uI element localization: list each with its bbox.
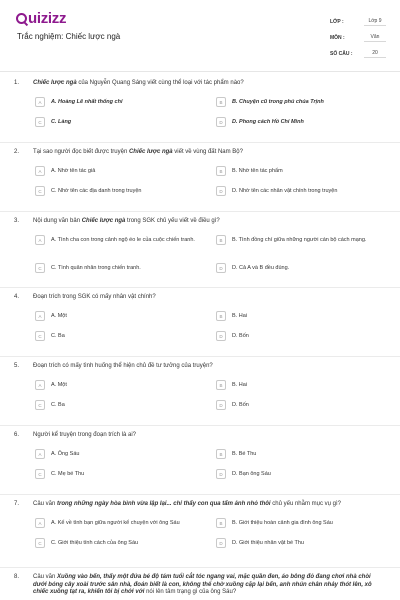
option-letter-badge: B xyxy=(216,311,226,321)
answer-option-a[interactable] xyxy=(35,235,195,245)
question-text-part: của Nguyễn Quang Sáng viết cùng thể loại với tác phẩm nào? xyxy=(76,80,244,86)
option-text: A. Tình cha con trong cảnh ngộ éo le của cuộc chiến tranh. xyxy=(51,236,195,243)
meta-label: LỚP : xyxy=(330,19,344,25)
option-letter-badge: C xyxy=(35,331,45,341)
answer-option-a[interactable] xyxy=(35,166,195,176)
option-text: A. Một xyxy=(51,312,67,319)
question-number: 6. xyxy=(14,432,20,438)
answer-option-b[interactable] xyxy=(216,235,376,245)
option-letter-badge: A xyxy=(35,449,45,459)
answer-option-c[interactable] xyxy=(35,186,195,196)
option-text: B. Bé Thu xyxy=(232,450,257,457)
answer-option-c[interactable] xyxy=(35,469,195,479)
answer-option-d[interactable] xyxy=(216,117,376,127)
answer-option-a[interactable] xyxy=(35,97,195,107)
option-letter-badge: B xyxy=(216,235,226,245)
meta-label: SỐ CÂU : xyxy=(330,51,353,57)
question-text xyxy=(33,294,385,302)
question-text-part: viết về vùng đất Nam Bộ? xyxy=(172,149,243,155)
meta-value: Văn xyxy=(364,34,386,42)
option-text: D. Giới thiệu nhân vật bé Thu xyxy=(232,539,304,546)
option-letter-badge: D xyxy=(216,117,226,127)
option-text: C. Ba xyxy=(51,332,65,339)
question-text-part: Tại sao người đọc biết được truyện xyxy=(33,149,129,155)
option-text: B. Giới thiệu hoàn cảnh gia đình ông Sáu xyxy=(232,519,333,526)
answer-option-d[interactable] xyxy=(216,186,376,196)
option-text: A. Hoàng Lê nhất thống chí xyxy=(51,98,123,105)
option-letter-badge: A xyxy=(35,97,45,107)
quizizz-logo xyxy=(16,10,66,27)
option-text: B. Nhờ tên tác phẩm xyxy=(232,167,283,174)
question-divider xyxy=(0,356,400,357)
question-number: 1. xyxy=(14,80,20,86)
meta-row-subject xyxy=(330,28,386,42)
question-text-part: trong SGK chủ yếu viết về điều gì? xyxy=(125,218,220,224)
answer-option-c[interactable] xyxy=(35,117,195,127)
option-text: C. Mẹ bé Thu xyxy=(51,470,85,477)
question-text xyxy=(33,432,385,440)
question-text-part: nói lên tâm trạng gì của ông Sáu? xyxy=(144,589,237,595)
option-text: D. Nhờ tên các nhân vật chính trong truyện xyxy=(232,187,338,194)
quiz-meta xyxy=(330,12,386,60)
answer-option-a[interactable] xyxy=(35,449,195,459)
answer-option-b[interactable] xyxy=(216,380,376,390)
question-divider xyxy=(0,142,400,143)
option-text: B. Chuyện cũ trong phủ chúa Trịnh xyxy=(232,98,324,105)
question-text xyxy=(33,501,385,509)
answer-option-b[interactable] xyxy=(216,97,376,107)
option-text: C. Ba xyxy=(51,401,65,408)
option-text: C. Tình quân nhân trong chiến tranh. xyxy=(51,264,141,271)
logo-q-icon xyxy=(16,13,27,24)
answer-option-b[interactable] xyxy=(216,518,376,528)
answer-option-d[interactable] xyxy=(216,331,376,341)
answer-option-c[interactable] xyxy=(35,263,195,273)
option-letter-badge: D xyxy=(216,469,226,479)
option-letter-badge: A xyxy=(35,235,45,245)
question-divider xyxy=(0,494,400,495)
answer-option-d[interactable] xyxy=(216,263,376,273)
question-text-part: Câu văn xyxy=(33,574,58,580)
option-letter-badge: B xyxy=(216,166,226,176)
logo-text: uizizz xyxy=(28,10,67,27)
option-text: A. Nhờ tên tác giả xyxy=(51,167,96,174)
question-text-part: Đoạn trích trong SGK có mấy nhân vật chính? xyxy=(33,294,156,300)
question-text xyxy=(33,218,385,226)
question-text-part: Câu văn xyxy=(33,501,58,507)
answer-option-b[interactable] xyxy=(216,311,376,321)
question-number: 7. xyxy=(14,501,20,507)
answer-option-b[interactable] xyxy=(216,449,376,459)
answer-option-c[interactable] xyxy=(35,538,195,548)
answer-option-a[interactable] xyxy=(35,311,195,321)
question-number: 4. xyxy=(14,294,20,300)
option-letter-badge: D xyxy=(216,263,226,273)
option-letter-badge: C xyxy=(35,186,45,196)
question-text xyxy=(33,80,385,88)
option-letter-badge: D xyxy=(216,400,226,410)
question-divider xyxy=(0,567,400,568)
option-text: C. Nhờ tên các địa danh trong truyện xyxy=(51,187,142,194)
option-text: D. Phong cách Hồ Chí Minh xyxy=(232,118,304,125)
option-letter-badge: C xyxy=(35,538,45,548)
question-text-part: Người kể truyện trong đoạn trích là ai? xyxy=(33,432,137,438)
option-letter-badge: B xyxy=(216,449,226,459)
option-text: A. Kể về tình bạn giữa người kể chuyện với ông Sáu xyxy=(51,519,180,526)
quiz-title: Trắc nghiệm: Chiếc lược ngà xyxy=(17,32,121,41)
question-text xyxy=(33,149,385,157)
question-text-emphasis: Chiếc lược ngà xyxy=(33,80,77,86)
option-letter-badge: B xyxy=(216,380,226,390)
question-text-part: chủ yếu nhằm mục vụ gì? xyxy=(270,501,341,507)
question-text xyxy=(33,574,385,597)
question-text-emphasis: Xuồng vào bến, thấy một đứa bé độ tám tuổi cắt tóc ngang vai, mặc quần đen, áo bông đỏ đang chơi nhà chòi dưới bóng cây xoài trước sân nhà, đoán biết là con, không thể chờ xuồng cặp lại bến, anh nhún chân nhảy thót lên, xô chiếc xuồng tạt ra, khiến tôi bị chới với xyxy=(33,574,372,595)
header xyxy=(0,0,400,72)
option-letter-badge: B xyxy=(216,97,226,107)
option-text: B. Hai xyxy=(232,381,247,388)
meta-row-count xyxy=(330,44,386,58)
meta-value: Lớp 9 xyxy=(364,18,386,26)
answer-option-c[interactable] xyxy=(35,331,195,341)
answer-option-c[interactable] xyxy=(35,400,195,410)
header-divider xyxy=(0,71,400,72)
option-letter-badge: D xyxy=(216,331,226,341)
option-letter-badge: A xyxy=(35,518,45,528)
option-letter-badge: C xyxy=(35,469,45,479)
question-text-part: Nội dung văn bản xyxy=(33,218,82,224)
option-text: D. Bốn xyxy=(232,332,249,339)
answer-option-a[interactable] xyxy=(35,518,195,528)
option-letter-badge: A xyxy=(35,380,45,390)
answer-option-d[interactable] xyxy=(216,538,376,548)
question-text-part: Đoạn trích có mấy tình huống thể hiện chủ đề tư tưởng của truyện? xyxy=(33,363,213,369)
option-text: D. Bốn xyxy=(232,401,249,408)
question-number: 3. xyxy=(14,218,20,224)
option-text: B. Tình đồng chí giữa những người cán bộ cách mạng. xyxy=(232,236,367,243)
question-text xyxy=(33,363,385,371)
option-letter-badge: C xyxy=(35,400,45,410)
option-letter-badge: C xyxy=(35,117,45,127)
question-number: 2. xyxy=(14,149,20,155)
meta-value: 20 xyxy=(364,50,386,58)
answer-option-d[interactable] xyxy=(216,400,376,410)
meta-label: MÔN : xyxy=(330,35,345,41)
option-text: D. Bạn ông Sáu xyxy=(232,470,271,477)
answer-option-d[interactable] xyxy=(216,469,376,479)
question-text-emphasis: Chiếc lược ngà xyxy=(81,218,126,224)
question-divider xyxy=(0,211,400,212)
option-letter-badge: A xyxy=(35,311,45,321)
option-text: A. Ông Sáu xyxy=(51,450,80,457)
option-text: D. Cả A và B đều đúng. xyxy=(232,264,290,271)
question-divider xyxy=(0,287,400,288)
meta-row-grade xyxy=(330,12,386,26)
option-text: C. Giới thiệu tính cách của ông Sáu xyxy=(51,539,139,546)
option-letter-badge: A xyxy=(35,166,45,176)
question-text-emphasis: Chiếc lược ngà xyxy=(128,149,173,155)
answer-option-b[interactable] xyxy=(216,166,376,176)
option-letter-badge: C xyxy=(35,263,45,273)
option-text: B. Hai xyxy=(232,312,247,319)
question-number: 8. xyxy=(14,574,20,580)
option-text: C. Làng xyxy=(51,118,72,125)
question-divider xyxy=(0,425,400,426)
answer-option-a[interactable] xyxy=(35,380,195,390)
option-letter-badge: D xyxy=(216,538,226,548)
option-letter-badge: D xyxy=(216,186,226,196)
question-text-emphasis: trong những ngày hòa bình vừa lập lại... chỉ thấy con qua tấm ảnh nhỏ thôi xyxy=(57,501,271,507)
option-text: A. Một xyxy=(51,381,67,388)
question-number: 5. xyxy=(14,363,20,369)
option-letter-badge: B xyxy=(216,518,226,528)
